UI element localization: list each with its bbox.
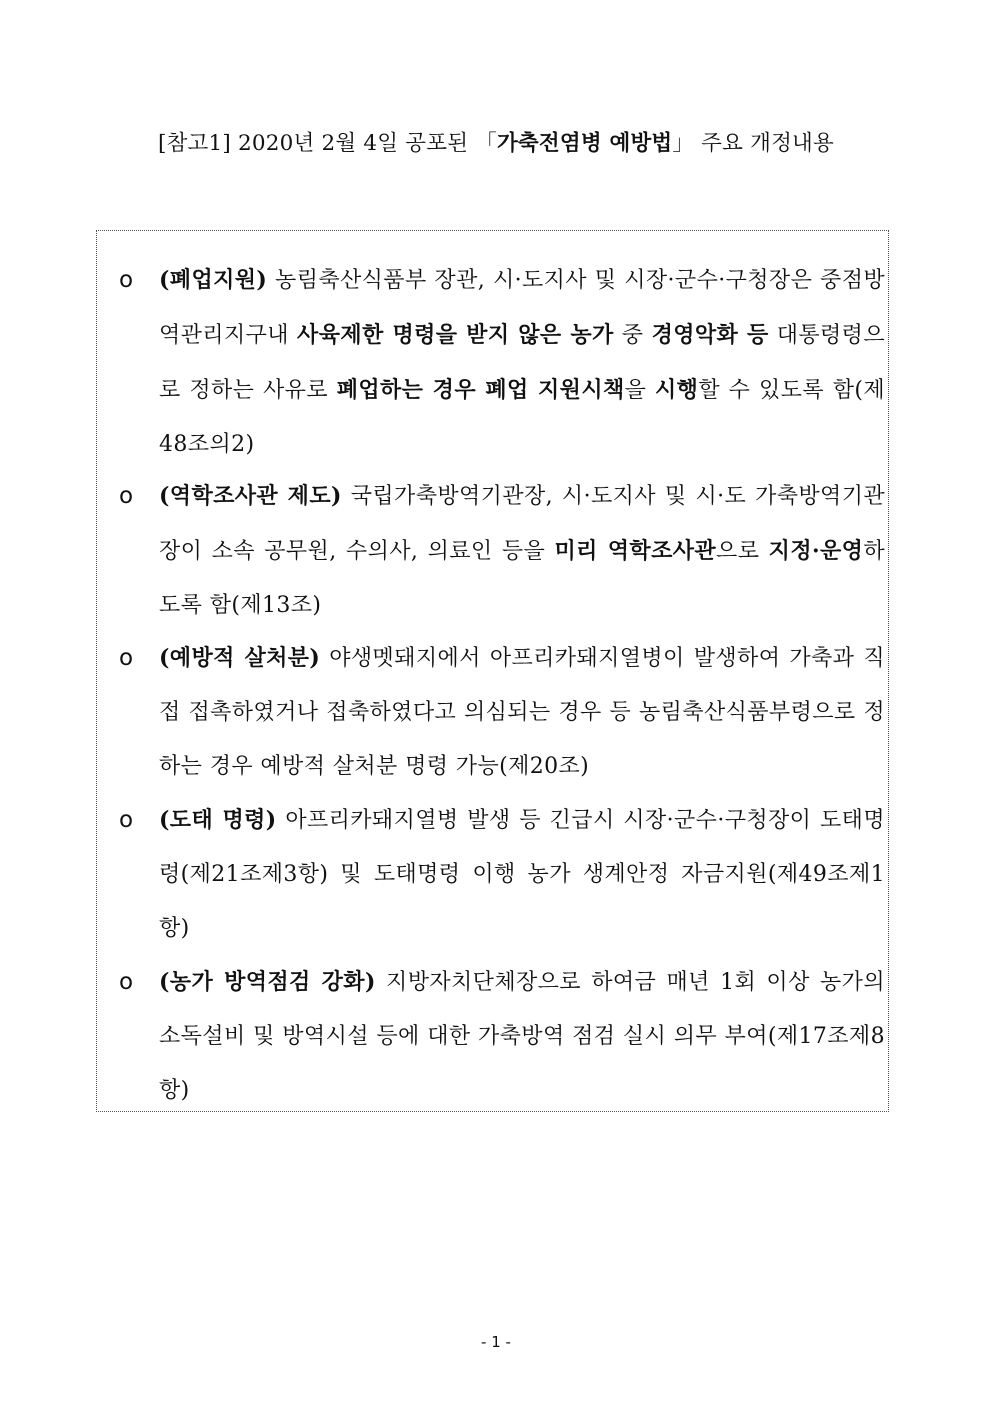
emphasis-text: (예방적 살처분)	[159, 645, 321, 671]
body-text: 야생멧돼지에서 아프리카돼지열병이 발생하여 가축과 직접 접촉하였거나 접축하였다고 의심되는 경우 등 농림축산식품부령으로 정하는 경우 예방적 살처분 명령 가능(제20조)	[159, 646, 886, 779]
amendment-item-closure-support	[119, 253, 884, 472]
body-text: 할 수 있도록 함(제48조의2)	[159, 378, 885, 457]
title-bracket-open: 「	[475, 131, 497, 156]
title-bracket-close: 」	[672, 131, 695, 156]
amendment-item-epidemiologist	[119, 469, 884, 633]
emphasis-text: (역학조사관 제도)	[159, 483, 342, 509]
title-prefix: [참고1] 2020년 2월 4일 공포된	[157, 131, 476, 156]
item-text	[159, 793, 885, 956]
item-text	[159, 253, 885, 472]
page-number: - 1 -	[481, 1333, 511, 1351]
item-text	[159, 469, 885, 633]
document-title	[60, 126, 932, 157]
body-text: 아프리카돼지열병 발생 등 긴급시 시장·군수·구청장이 도태명령(제21조제3항) 및 도태명령 이행 농가 생계안정 자금지원(제49조제1항)	[159, 808, 885, 941]
amendment-item-farm-inspection	[119, 955, 884, 1118]
emphasis-text: 사육제한 명령을 받지 않은 농가	[297, 322, 614, 348]
bullet-icon: o	[119, 483, 134, 509]
bullet-icon: o	[119, 267, 134, 293]
bullet-icon: o	[119, 969, 134, 995]
body-text: 국립가축방역기관장, 시·도지사 및 시·도 가축방역기관장이 소속 공무원, 수의사, 의료인 등을	[159, 484, 885, 564]
body-text: 대통령령으로 정하는 사유로	[159, 323, 885, 403]
body-text: 을	[624, 378, 655, 403]
emphasis-text: (농가 방역점검 강화)	[159, 969, 376, 995]
title-law-name: 가축전염병 예방법	[496, 131, 673, 156]
emphasis-text: 폐업하는 경우 폐업 지원시책	[336, 377, 625, 403]
body-text: 농림축산식품부 장관, 시·도지사 및 시장·군수·구청장은 중점방역관리지구내	[159, 268, 885, 348]
amendment-summary-box	[96, 230, 889, 1112]
emphasis-text: 시행	[655, 377, 699, 403]
amendment-item-culling-order	[119, 793, 884, 956]
body-text: 지방자치단체장으로 하여금 매년 1회 이상 농가의 소독설비 및 방역시설 등에 대한 가축방역 점검 실시 의무 부여(제17조제8항)	[159, 970, 885, 1103]
emphasis-text: 지정·운영	[768, 538, 864, 564]
item-text	[159, 955, 885, 1118]
title-suffix: 주요 개정내용	[694, 131, 834, 156]
bullet-icon: o	[119, 645, 134, 671]
amendment-item-preventive-culling	[119, 631, 884, 794]
emphasis-text: (도태 명령)	[159, 807, 277, 833]
emphasis-text: (폐업지원)	[159, 267, 268, 293]
body-text: 중	[613, 323, 652, 348]
item-text	[159, 631, 885, 794]
body-text: 하도록 함(제13조)	[159, 539, 885, 618]
emphasis-text: 경영악화 등	[651, 322, 769, 348]
bullet-icon: o	[119, 807, 134, 833]
body-text: 으로	[716, 539, 769, 564]
emphasis-text: 미리 역학조사관	[554, 538, 717, 564]
